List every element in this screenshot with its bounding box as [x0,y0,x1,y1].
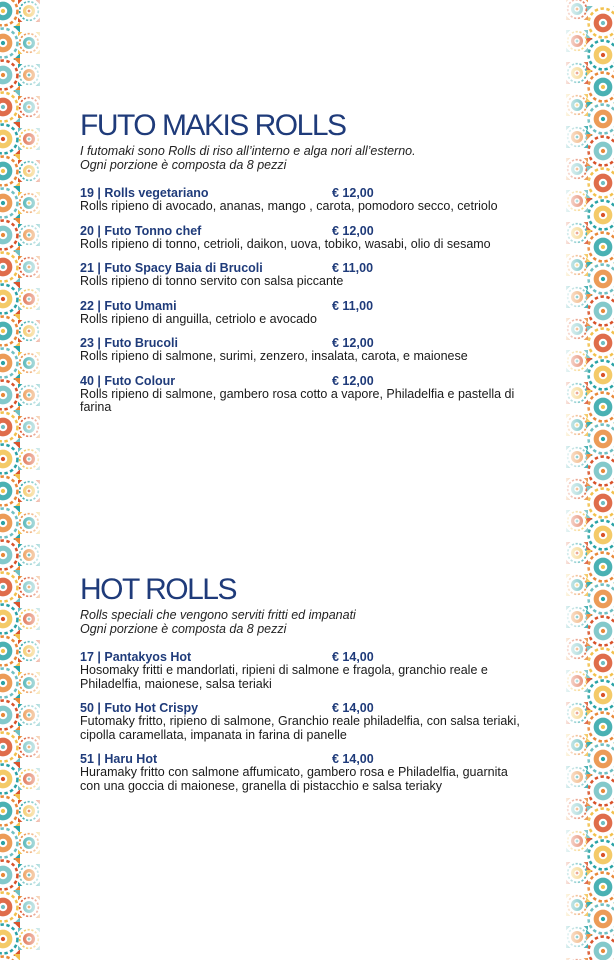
item-description: Rolls ripieno di tonno, cetrioli, daikon, uova, tobiko, wasabi, olio di sesamo [80,236,491,251]
pattern-tile [0,762,20,796]
menu-item [80,336,520,364]
item-title: 21 | Futo Spacy Baia di Brucoli [80,261,263,275]
menu-item [80,224,520,252]
item-title: 40 | Futo Colour [80,373,176,388]
pattern-tile [0,0,20,28]
section-intro [80,144,520,172]
pattern-tile [0,922,20,956]
intro-line: Ogni porzione è composta da 8 pezzi [80,158,287,172]
item-price: € 12,00 [332,336,374,350]
menu-items [80,186,520,415]
item-price: € 14,00 [332,701,374,715]
item-price: € 11,00 [332,261,374,275]
pattern-tile [0,730,20,764]
pattern-tile [0,26,20,60]
pattern-tile [0,410,20,444]
pattern-tile [0,570,20,604]
pattern-tile [0,378,20,412]
pattern-tile [0,122,20,156]
item-description: Rolls ripieno di tonno servito con salsa piccante [80,274,344,288]
pattern-tile [0,218,20,252]
decorative-border-right [548,0,614,960]
section-title: FUTO MAKIS ROLLS [80,109,346,142]
section-intro [80,608,520,636]
pattern-tile [0,186,20,220]
item-title: 22 | Futo Umami [80,298,177,313]
section-title: HOT ROLLS [80,573,236,606]
item-description: Rolls ripieno di anguilla, cetriolo e avocado [80,311,317,326]
item-price: € 12,00 [332,373,374,388]
menu-item [80,374,520,415]
pattern-tile [0,282,20,316]
menu-item [80,261,520,289]
item-title: 17 | Pantakyos Hot [80,650,192,664]
menu-item [80,650,520,691]
menu-items [80,650,520,793]
item-description: Rolls ripieno di salmone, surimi, zenzero, insalata, carota, e maionese [80,349,468,363]
item-title: 50 | Futo Hot Crispy [80,701,199,715]
pattern-tile [0,154,20,188]
pattern-tile [0,442,20,476]
pattern-tile [0,666,20,700]
menu-item [80,299,520,327]
menu-item [80,701,520,742]
pattern-tile [0,90,20,124]
item-description: Huramaky fritto con salmone affumicato, gambero rosa e Philadelfia, guarnita con una goccia di maionese, granella di pistacchio e salsa teriaky [80,765,508,793]
item-description: Futomaky fritto, ripieno di salmone, Granchio reale philadelfia, con salsa teriaki, cipolla caramellata, impanata in farina di panelle [80,714,520,742]
pattern-tile [0,634,20,668]
pattern-tile [0,250,20,284]
menu-section-futo-makis [80,110,520,425]
pattern-tile [0,794,20,828]
pattern-tile [0,538,20,572]
menu-section-hot-rolls [80,574,520,803]
menu-item [80,752,520,793]
item-price: € 14,00 [332,752,374,766]
item-price: € 12,00 [332,223,374,238]
item-title: 23 | Futo Brucoli [80,336,178,350]
item-price: € 14,00 [332,650,374,664]
pattern-tile [0,58,20,92]
pattern-tile [0,346,20,380]
menu-item [80,186,520,214]
item-title: 19 | Rolls vegetariano [80,186,209,200]
item-description: Rolls ripieno di salmone, gambero rosa cotto a vapore, Philadelfia e pastella di farina [80,386,515,414]
pattern-tile [0,474,20,508]
intro-line: Rolls speciali che vengono serviti fritti ed impanati [80,608,356,622]
intro-line: Ogni porzione è composta da 8 pezzi [80,622,287,636]
pattern-tile [0,858,20,892]
pattern-tile [0,506,20,540]
intro-line: I futomaki sono Rolls di riso all’interno e alga nori all’esterno. [80,144,416,158]
item-title: 20 | Futo Tonno chef [80,223,202,238]
item-price: € 11,00 [332,298,374,313]
pattern-tile [0,954,20,960]
decorative-border-left [0,0,58,960]
pattern-tile [0,602,20,636]
item-title: 51 | Haru Hot [80,752,158,766]
item-description: Rolls ripieno di avocado, ananas, mango , carota, pomodoro secco, cetriolo [80,199,498,213]
pattern-tile [0,698,20,732]
item-description: Hosomaky fritti e mandorlati, ripieni di salmone e fragola, granchio reale e Philadelfia, maionese, salsa teriaki [80,663,488,691]
pattern-tile [0,826,20,860]
pattern-tile [0,314,20,348]
pattern-tile [0,890,20,924]
item-price: € 12,00 [332,186,374,200]
